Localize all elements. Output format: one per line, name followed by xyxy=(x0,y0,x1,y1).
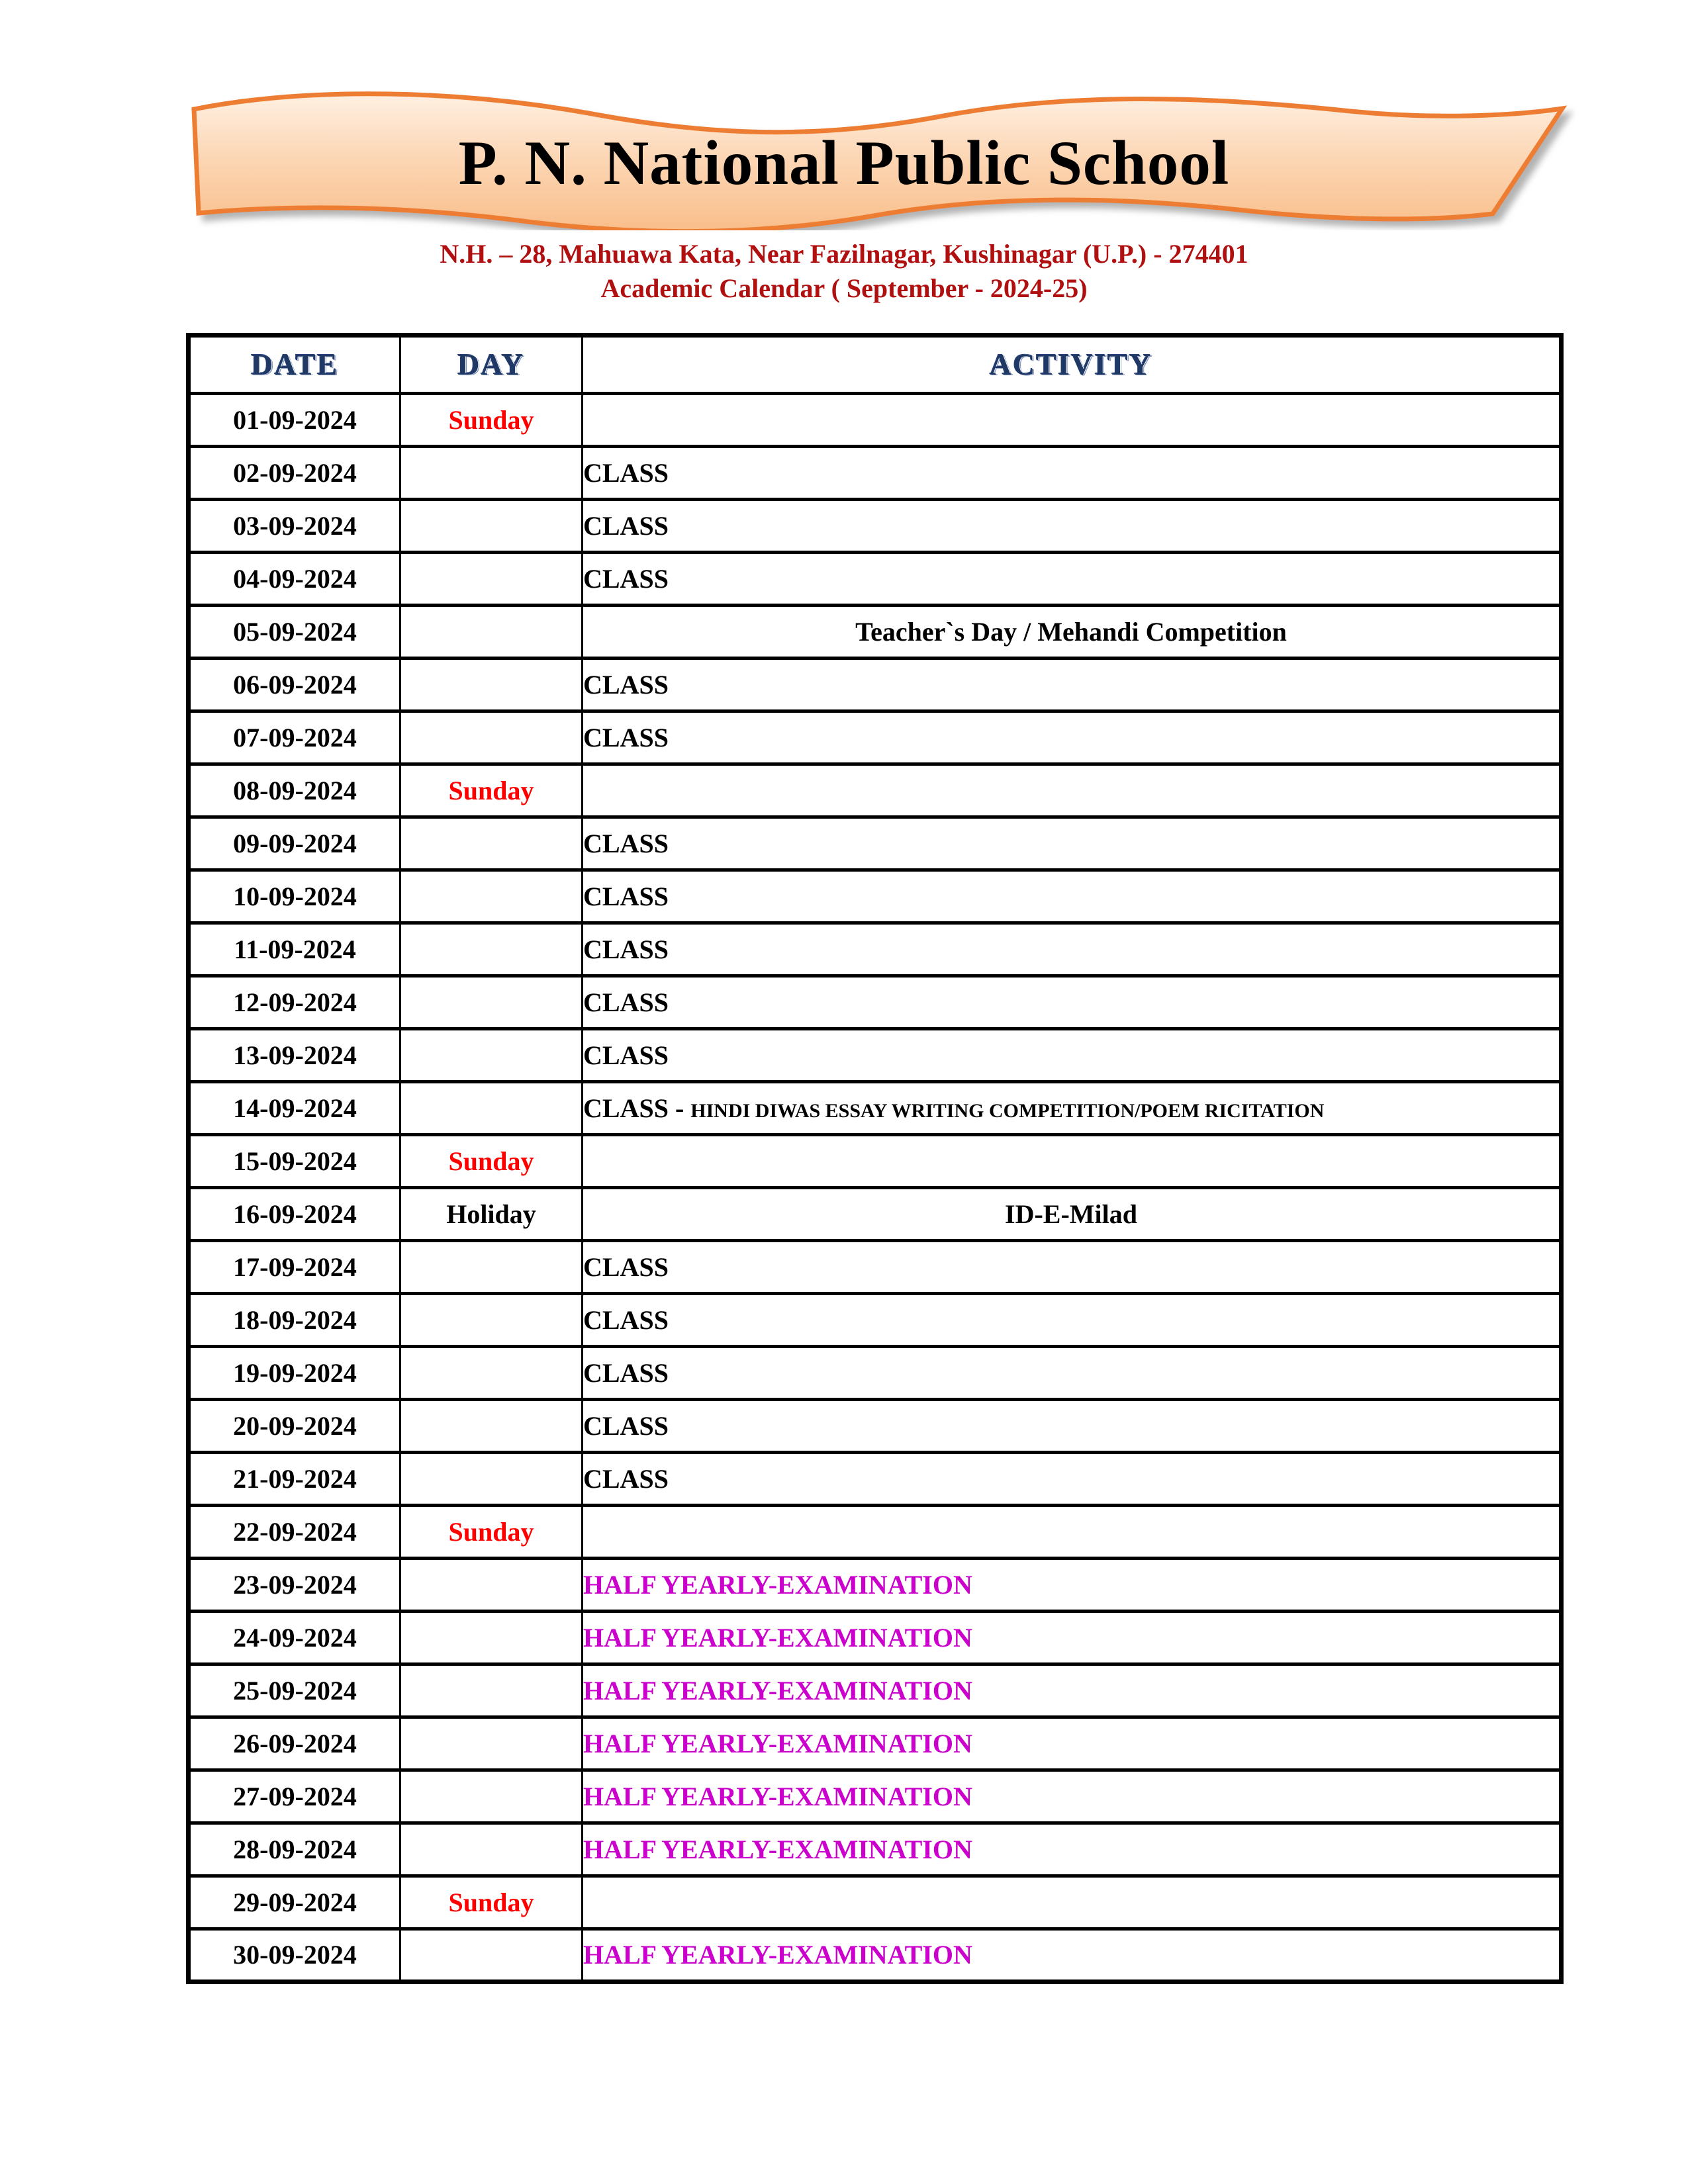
table-row xyxy=(189,1929,1562,1982)
cell-activity xyxy=(583,1770,1562,1823)
cell-activity xyxy=(583,1823,1562,1876)
table-row xyxy=(189,1664,1562,1717)
cell-activity xyxy=(583,606,1562,659)
table-header xyxy=(189,336,1562,394)
cell-date xyxy=(189,553,400,606)
cell-day xyxy=(400,1823,583,1876)
cell-day xyxy=(400,1241,583,1294)
day-value-sunday: Sunday xyxy=(448,1887,534,1917)
activity-label: CLASS xyxy=(583,457,669,488)
cell-day xyxy=(400,1347,583,1400)
date-value: 15-09-2024 xyxy=(233,1146,357,1176)
cell-date xyxy=(189,870,400,923)
cell-day xyxy=(400,1188,583,1241)
cell-activity xyxy=(583,711,1562,764)
cell-date xyxy=(189,1453,400,1506)
table-row xyxy=(189,659,1562,711)
cell-activity xyxy=(583,1241,1562,1294)
cell-date xyxy=(189,1294,400,1347)
table-row xyxy=(189,817,1562,870)
table-row xyxy=(189,1559,1562,1612)
day-value-sunday: Sunday xyxy=(448,775,534,805)
cell-day xyxy=(400,1453,583,1506)
date-value: 30-09-2024 xyxy=(233,1940,357,1970)
cell-day xyxy=(400,447,583,500)
column-header-activity xyxy=(583,336,1562,394)
table-row xyxy=(189,1400,1562,1453)
date-value: 20-09-2024 xyxy=(233,1410,357,1441)
table-row xyxy=(189,1082,1562,1135)
cell-day xyxy=(400,1770,583,1823)
table-body xyxy=(189,394,1562,1982)
activity-event-label: ID-E-Milad xyxy=(1005,1199,1137,1229)
date-value: 26-09-2024 xyxy=(233,1728,357,1758)
cell-day xyxy=(400,976,583,1029)
cell-activity xyxy=(583,1612,1562,1664)
activity-label: CLASS xyxy=(583,1463,669,1494)
table-row xyxy=(189,1823,1562,1876)
date-value: 16-09-2024 xyxy=(233,1199,357,1229)
activity-label: CLASS xyxy=(583,510,669,541)
cell-day xyxy=(400,1664,583,1717)
date-value: 17-09-2024 xyxy=(233,1251,357,1282)
cell-date xyxy=(189,1029,400,1082)
cell-day xyxy=(400,711,583,764)
cell-day xyxy=(400,1876,583,1929)
table-row xyxy=(189,976,1562,1029)
cell-date xyxy=(189,1241,400,1294)
cell-activity xyxy=(583,1717,1562,1770)
cell-day xyxy=(400,1612,583,1664)
cell-activity xyxy=(583,1188,1562,1241)
date-value: 13-09-2024 xyxy=(233,1040,357,1070)
activity-label: CLASS xyxy=(583,1410,669,1441)
table-row xyxy=(189,870,1562,923)
cell-date xyxy=(189,1929,400,1982)
activity-label: CLASS xyxy=(583,987,669,1017)
cell-date xyxy=(189,711,400,764)
cell-day xyxy=(400,1717,583,1770)
table-row xyxy=(189,606,1562,659)
academic-calendar-table xyxy=(186,333,1564,1984)
cell-date xyxy=(189,447,400,500)
activity-exam-label: HALF YEARLY-EXAMINATION xyxy=(583,1622,972,1653)
activity-exam-label: HALF YEARLY-EXAMINATION xyxy=(583,1940,972,1970)
date-value: 10-09-2024 xyxy=(233,881,357,911)
day-value-sunday: Sunday xyxy=(448,1146,534,1176)
table-row xyxy=(189,1188,1562,1241)
activity-event-label: Teacher`s Day / Mehandi Competition xyxy=(855,616,1287,647)
table-row xyxy=(189,1135,1562,1188)
cell-date xyxy=(189,817,400,870)
date-value: 01-09-2024 xyxy=(233,404,357,435)
activity-label: CLASS xyxy=(583,722,669,752)
date-value: 03-09-2024 xyxy=(233,510,357,541)
cell-day xyxy=(400,1029,583,1082)
activity-label: CLASS xyxy=(583,1040,669,1070)
table-row xyxy=(189,1347,1562,1400)
cell-activity xyxy=(583,976,1562,1029)
table-row xyxy=(189,1294,1562,1347)
date-value: 23-09-2024 xyxy=(233,1569,357,1600)
cell-day xyxy=(400,870,583,923)
activity-exam-label: HALF YEARLY-EXAMINATION xyxy=(583,1569,972,1600)
school-subtitle-block xyxy=(0,237,1688,306)
cell-activity xyxy=(583,1135,1562,1188)
table-row xyxy=(189,394,1562,447)
cell-activity xyxy=(583,1664,1562,1717)
cell-day xyxy=(400,1559,583,1612)
activity-label: CLASS xyxy=(583,1357,669,1388)
activity-label: CLASS - xyxy=(583,1093,691,1123)
date-value: 14-09-2024 xyxy=(233,1093,357,1123)
activity-exam-label: HALF YEARLY-EXAMINATION xyxy=(583,1834,972,1864)
cell-day xyxy=(400,1929,583,1982)
cell-date xyxy=(189,606,400,659)
date-value: 09-09-2024 xyxy=(233,828,357,858)
table-row xyxy=(189,923,1562,976)
cell-date xyxy=(189,1347,400,1400)
cell-activity xyxy=(583,659,1562,711)
cell-day xyxy=(400,923,583,976)
activity-label: CLASS xyxy=(583,1304,669,1335)
cell-date xyxy=(189,1559,400,1612)
table-row xyxy=(189,1029,1562,1082)
table-row xyxy=(189,711,1562,764)
date-value: 21-09-2024 xyxy=(233,1463,357,1494)
column-header-day-label: DAY xyxy=(457,347,525,381)
school-name-title: P. N. National Public School xyxy=(458,127,1230,198)
cell-date xyxy=(189,500,400,553)
cell-activity xyxy=(583,1506,1562,1559)
cell-date xyxy=(189,764,400,817)
cell-date xyxy=(189,1717,400,1770)
day-value-sunday: Sunday xyxy=(448,404,534,435)
cell-day xyxy=(400,500,583,553)
cell-activity xyxy=(583,1082,1562,1135)
school-address-line: N.H. – 28, Mahuawa Kata, Near Fazilnagar, Kushinagar (U.P.) - 274401 xyxy=(440,239,1248,269)
cell-day xyxy=(400,817,583,870)
date-value: 24-09-2024 xyxy=(233,1622,357,1653)
cell-day xyxy=(400,1294,583,1347)
cell-day xyxy=(400,1082,583,1135)
date-value: 04-09-2024 xyxy=(233,563,357,594)
cell-activity xyxy=(583,447,1562,500)
cell-date xyxy=(189,1664,400,1717)
cell-date xyxy=(189,1135,400,1188)
cell-day xyxy=(400,553,583,606)
date-value: 19-09-2024 xyxy=(233,1357,357,1388)
cell-activity xyxy=(583,1876,1562,1929)
cell-date xyxy=(189,1506,400,1559)
cell-activity xyxy=(583,553,1562,606)
cell-activity xyxy=(583,1029,1562,1082)
table-row xyxy=(189,1506,1562,1559)
activity-sublabel: HINDI DIWAS ESSAY WRITING COMPETITION/POEM RICITATION xyxy=(690,1099,1325,1122)
column-header-date-label: DATE xyxy=(251,347,339,381)
table-row xyxy=(189,1717,1562,1770)
cell-day xyxy=(400,1400,583,1453)
activity-label: CLASS xyxy=(583,881,669,911)
date-value: 18-09-2024 xyxy=(233,1304,357,1335)
date-value: 28-09-2024 xyxy=(233,1834,357,1864)
cell-activity xyxy=(583,1347,1562,1400)
cell-activity xyxy=(583,817,1562,870)
cell-activity xyxy=(583,1559,1562,1612)
date-value: 12-09-2024 xyxy=(233,987,357,1017)
table-row xyxy=(189,1241,1562,1294)
date-value: 22-09-2024 xyxy=(233,1516,357,1547)
cell-date xyxy=(189,394,400,447)
date-value: 06-09-2024 xyxy=(233,669,357,700)
table-row xyxy=(189,553,1562,606)
date-value: 29-09-2024 xyxy=(233,1887,357,1917)
activity-label: CLASS xyxy=(583,828,669,858)
table-row xyxy=(189,1770,1562,1823)
cell-date xyxy=(189,1612,400,1664)
cell-activity xyxy=(583,923,1562,976)
cell-day xyxy=(400,1135,583,1188)
cell-activity xyxy=(583,394,1562,447)
cell-day xyxy=(400,606,583,659)
cell-date xyxy=(189,1876,400,1929)
cell-date xyxy=(189,1770,400,1823)
cell-day xyxy=(400,659,583,711)
cell-activity xyxy=(583,1294,1562,1347)
activity-label: CLASS xyxy=(583,934,669,964)
column-header-date xyxy=(189,336,400,394)
activity-label: CLASS xyxy=(583,669,669,700)
day-value-holiday: Holiday xyxy=(446,1199,536,1229)
cell-activity xyxy=(583,1453,1562,1506)
academic-calendar-line: Academic Calendar ( September - 2024-25) xyxy=(600,273,1088,303)
cell-activity xyxy=(583,500,1562,553)
table-row xyxy=(189,447,1562,500)
cell-date xyxy=(189,1082,400,1135)
cell-day xyxy=(400,1506,583,1559)
cell-activity xyxy=(583,870,1562,923)
table-header-row xyxy=(189,336,1562,394)
date-value: 07-09-2024 xyxy=(233,722,357,752)
cell-date xyxy=(189,1400,400,1453)
activity-exam-label: HALF YEARLY-EXAMINATION xyxy=(583,1675,972,1706)
date-value: 25-09-2024 xyxy=(233,1675,357,1706)
cell-day xyxy=(400,764,583,817)
cell-activity xyxy=(583,764,1562,817)
date-value: 27-09-2024 xyxy=(233,1781,357,1811)
cell-activity xyxy=(583,1929,1562,1982)
activity-label: CLASS xyxy=(583,563,669,594)
table-row xyxy=(189,1876,1562,1929)
school-banner xyxy=(0,78,1688,230)
date-value: 05-09-2024 xyxy=(233,616,357,647)
table-row xyxy=(189,764,1562,817)
cell-date xyxy=(189,976,400,1029)
cell-date xyxy=(189,1823,400,1876)
date-value: 11-09-2024 xyxy=(234,934,356,964)
column-header-activity-label: ACTIVITY xyxy=(989,347,1153,381)
cell-date xyxy=(189,1188,400,1241)
activity-exam-label: HALF YEARLY-EXAMINATION xyxy=(583,1781,972,1811)
table-row xyxy=(189,1612,1562,1664)
cell-date xyxy=(189,659,400,711)
table-row xyxy=(189,500,1562,553)
cell-date xyxy=(189,923,400,976)
column-header-day xyxy=(400,336,583,394)
date-value: 08-09-2024 xyxy=(233,775,357,805)
cell-activity xyxy=(583,1400,1562,1453)
day-value-sunday: Sunday xyxy=(448,1516,534,1547)
activity-exam-label: HALF YEARLY-EXAMINATION xyxy=(583,1728,972,1758)
date-value: 02-09-2024 xyxy=(233,457,357,488)
table-row xyxy=(189,1453,1562,1506)
cell-day xyxy=(400,394,583,447)
activity-label: CLASS xyxy=(583,1251,669,1282)
